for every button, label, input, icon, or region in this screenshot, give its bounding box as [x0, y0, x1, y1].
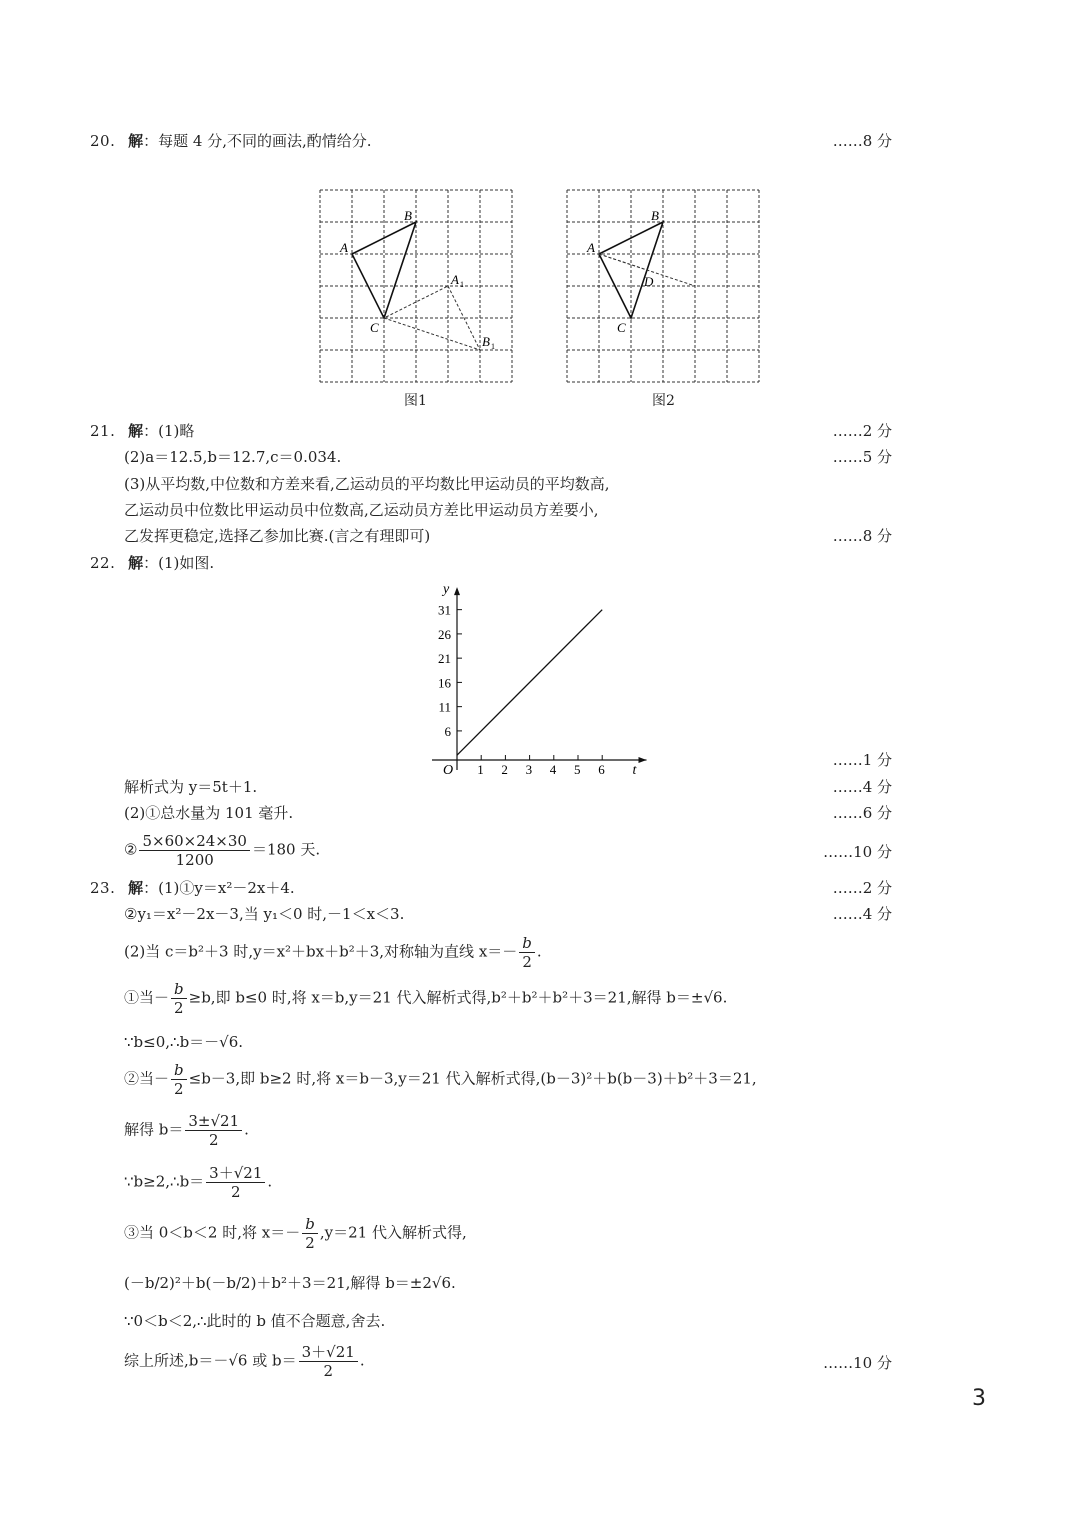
q23-text-1: ：(1)①y＝x²－2x＋4.	[143, 879, 295, 897]
q23-line-11: ∵0＜b＜2,∴此时的 b 值不合题意,舍去.	[124, 1312, 386, 1330]
label-b: B	[404, 208, 412, 223]
figure-1-caption: 图1	[404, 393, 427, 409]
q23-line-6: ②当－ $\frac{b}{2}$ ≤b－3,即 b≥2 时,将 x＝b－3,y＝21 代入解析式得,(b－3)²＋b(b－3)＋b²＋3＝21,	[124, 1061, 757, 1098]
x-tick-label: 3	[525, 762, 533, 777]
q23-line-7: 解得 b＝ $\frac{3\pm√21}{2}$ .	[124, 1112, 249, 1149]
label-a-2: A	[587, 240, 595, 255]
page-number: 3	[972, 1386, 986, 1411]
q23-line-1	[90, 878, 295, 898]
q21-score-2: ……5 分	[832, 448, 892, 466]
q20-line	[90, 131, 372, 151]
q22-line-2: 解析式为 y＝5t＋1.	[124, 778, 258, 796]
q22-solution-label: 解	[128, 554, 144, 572]
q22-score-graph: ……1 分	[832, 751, 892, 769]
q22-line-chart	[420, 578, 660, 778]
q23-line-10: (－b/2)²＋b(－b/2)＋b²＋3＝21,解得 b＝±2√6.	[124, 1274, 456, 1292]
q23-line-4: ①当－ $\frac{b}{2}$ ≥b,即 b≤0 时,将 x＝b,y＝21 代入解析式得,b²＋b²＋b²＋3＝21,解得 b＝±√6.	[124, 980, 728, 1017]
q22-line-1	[90, 553, 214, 573]
series-line	[457, 610, 602, 756]
y-axis-label: y	[443, 582, 450, 598]
q22-frac-num: 5×60×24×30	[139, 832, 250, 851]
q22-l4-suffix: ＝180 天.	[251, 840, 321, 859]
q23-l6-prefix: ②当－	[124, 1069, 170, 1088]
q22-frac-den: 1200	[175, 851, 214, 869]
q22-score-3: ……6 分	[832, 804, 892, 822]
q22-score-4: ……10 分	[823, 843, 892, 861]
y-tick-label: 26	[438, 626, 451, 642]
q20-figure-1	[318, 188, 514, 384]
y-tick-label: 16	[438, 675, 451, 691]
q23-line-8: ∵b≥2,∴b＝ $\frac{3+√21}{2}$ .	[124, 1164, 273, 1201]
q23-l8-fraction: $\frac{3+√21}{2}$	[206, 1164, 265, 1201]
label-a1: A	[451, 272, 459, 287]
q23-solution-label: 解	[128, 879, 144, 897]
q23-l7-prefix: 解得 b＝	[124, 1120, 184, 1139]
label-b1: B	[482, 334, 490, 349]
label-c-2: C	[617, 320, 626, 335]
q23-number: 23.	[90, 879, 116, 897]
x-tick-label: 4	[549, 762, 557, 777]
q23-line-12: 综上所述,b＝－√6 或 b＝ $\frac{3+√21}{2}$ .	[124, 1343, 365, 1380]
label-a: A	[340, 240, 348, 255]
q21-line-2: (2)a＝12.5,b＝12.7,c＝0.034.	[124, 448, 342, 466]
q21-line-1	[90, 421, 194, 441]
label-c: C	[370, 320, 379, 335]
q22-l4-prefix: ②	[124, 840, 138, 859]
x-tick-label: 5	[574, 762, 581, 777]
q20-solution-label: 解	[128, 132, 144, 150]
q23-l9-prefix: ③当 0＜b＜2 时,将 x＝－	[124, 1223, 301, 1242]
q23-l4-fraction: $\frac{b}{2}$	[171, 980, 187, 1017]
x-axis-arrow	[639, 757, 647, 763]
label-b-2: B	[651, 208, 659, 223]
q23-line-9: ③当 0＜b＜2 时,将 x＝－ $\frac{b}{2}$ ,y＝21 代入解析式得,	[124, 1215, 467, 1252]
q23-l6-fraction: $\frac{b}{2}$	[171, 1061, 187, 1098]
label-d: D	[644, 274, 654, 289]
q21-line-4: 乙运动员中位数比甲运动员中位数高,乙运动员方差比甲运动员方差要小,	[124, 501, 599, 519]
q23-line-5: ∵b≤0,∴b＝－√6.	[124, 1033, 244, 1051]
y-tick-label: 21	[438, 651, 451, 667]
x-tick-label: 6	[598, 762, 605, 777]
q21-line-3: (3)从平均数,中位数和方差来看,乙运动员的平均数比甲运动员的平均数高,	[124, 475, 610, 493]
x-tick-label: 1	[477, 762, 484, 777]
origin-label: O	[443, 763, 454, 778]
label-a1-sub: 1	[460, 280, 464, 289]
q21-line-5: 乙发挥更稳定,选择乙参加比赛.(言之有理即可)	[124, 527, 431, 545]
q20-text: ：每题 4 分,不同的画法,酌情给分.	[143, 132, 372, 150]
y-tick-label: 31	[438, 602, 451, 618]
q23-l3-fraction: $\frac{b}{2}$	[519, 934, 535, 971]
q21-number: 21.	[90, 422, 116, 440]
x-tick-label: 2	[501, 762, 508, 777]
q23-l9-fraction: $\frac{b}{2}$	[302, 1215, 318, 1252]
q23-l12-fraction: $\frac{3+√21}{2}$	[299, 1343, 358, 1380]
q21-text-1: ：(1)略	[143, 422, 195, 440]
y-tick-label: 6	[444, 723, 451, 739]
q23-line-3: (2)当 c＝b²＋3 时,y＝x²＋bx＋b²＋3,对称轴为直线 x＝－ $\frac{b}{2}$ .	[124, 934, 542, 971]
y-tick-label: 11	[438, 699, 451, 715]
label-b1-sub: 1	[491, 342, 495, 351]
q20-number: 20.	[90, 132, 116, 150]
q23-l3-prefix: (2)当 c＝b²＋3 时,y＝x²＋bx＋b²＋3,对称轴为直线 x＝－	[124, 942, 518, 961]
q22-text-1: ：(1)如图.	[143, 554, 215, 572]
q21-solution-label: 解	[128, 422, 144, 440]
y-axis-arrow	[454, 587, 460, 595]
q23-score-12: ……10 分	[823, 1354, 892, 1372]
q20-score: ……8 分	[832, 132, 892, 150]
q22-score-2: ……4 分	[832, 778, 892, 796]
q22-line-3: (2)①总水量为 101 毫升.	[124, 804, 294, 822]
q23-l7-fraction: $\frac{3\pm√21}{2}$	[185, 1112, 242, 1149]
q23-line-2: ②y₁＝x²－2x－3,当 y₁＜0 时,－1＜x＜3.	[124, 905, 405, 923]
q22-line-4	[124, 832, 320, 869]
q23-l8-prefix: ∵b≥2,∴b＝	[124, 1172, 205, 1191]
x-axis-label: t	[632, 763, 637, 778]
q21-score-1: ……2 分	[832, 422, 892, 440]
figure-2-caption: 图2	[652, 393, 675, 409]
q22-fraction	[139, 832, 250, 869]
q23-l12-prefix: 综上所述,b＝－√6 或 b＝	[124, 1351, 297, 1370]
q21-score-5: ……8 分	[832, 527, 892, 545]
q22-number: 22.	[90, 554, 116, 572]
q20-figure-2	[565, 188, 761, 384]
q23-score-2: ……4 分	[832, 905, 892, 923]
q23-score-1: ……2 分	[832, 879, 892, 897]
q23-l4-prefix: ①当－	[124, 988, 170, 1007]
